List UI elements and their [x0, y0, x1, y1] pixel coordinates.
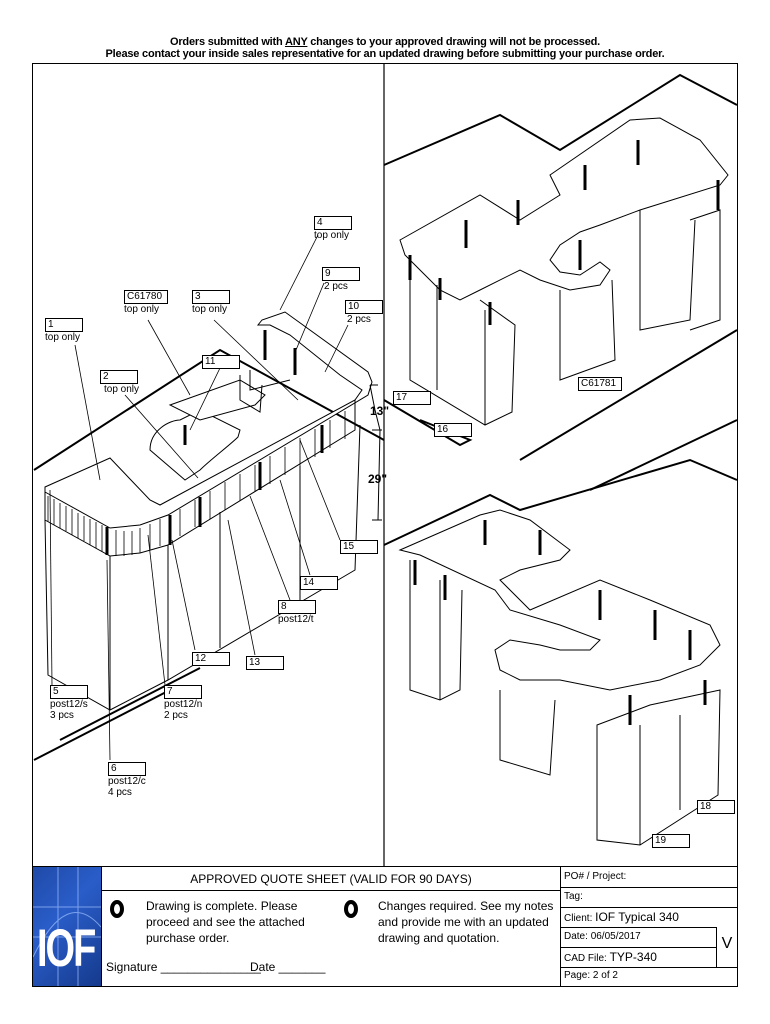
callout-5	[50, 685, 88, 721]
callout-note: post12/s 3 pcs	[50, 699, 88, 721]
callout-note: post12/t	[278, 614, 314, 625]
bottom-right-view-drawing	[384, 460, 737, 845]
callout-number: 4	[314, 216, 352, 230]
callout-number: 12	[192, 652, 230, 666]
callout-8	[278, 600, 316, 625]
callout-7	[164, 685, 202, 721]
callout-note: 2 pcs	[347, 314, 371, 325]
warning-line-1-suffix: changes to your approved drawing will not be processed.	[307, 36, 600, 48]
callout-number: 9	[322, 267, 360, 281]
callout-number: C61780	[124, 290, 168, 304]
page-field	[564, 970, 618, 981]
client-value: IOF Typical 340	[595, 910, 679, 924]
callout-number: 2	[100, 370, 138, 384]
callout-number: 5	[50, 685, 88, 699]
callout-9	[322, 267, 360, 292]
callout-number: C61781	[578, 377, 622, 391]
po-project-label: PO# / Project:	[564, 871, 627, 882]
callout-number: 1	[45, 318, 83, 332]
date-field	[564, 931, 641, 942]
date-value: 06/05/2017	[590, 931, 641, 942]
callout-4	[314, 216, 352, 241]
callout-number: 14	[300, 576, 338, 590]
callout-number: 3	[192, 290, 230, 304]
page-value: 2 of 2	[592, 970, 618, 981]
callout-11	[202, 355, 240, 369]
revision-letter: V	[721, 935, 733, 952]
warning-emphasis: ANY	[284, 36, 308, 48]
callout-note: top only	[45, 332, 81, 343]
callout-18	[697, 800, 735, 814]
callout-note: top only	[314, 230, 350, 241]
callout-number: 15	[340, 540, 378, 554]
callout-note: top only	[192, 304, 228, 315]
logo-text: IOF	[37, 919, 95, 979]
callout-note: post12/c 4 pcs	[108, 776, 146, 798]
callout-c61781	[578, 377, 622, 391]
callout-2	[100, 370, 139, 395]
callout-15	[340, 540, 378, 554]
callout-6	[108, 762, 146, 798]
dimension-lower: 29"	[368, 472, 388, 486]
option-complete-text: Drawing is complete. Please proceed and see the attached purchase order.	[146, 899, 305, 945]
callout-19	[652, 834, 690, 848]
callout-number: 8	[278, 600, 316, 614]
callout-note: post12/n 2 pcs	[164, 699, 203, 721]
callout-3	[192, 290, 230, 315]
callout-number: 11	[202, 355, 240, 369]
callout-note: top only	[124, 304, 160, 315]
option-changes-radio-icon[interactable]	[344, 900, 358, 918]
callout-number: 18	[697, 800, 735, 814]
iof-logo	[33, 867, 101, 986]
warning-line-2: Please contact your inside sales representative for an updated drawing before submitting your purchase order.	[105, 48, 665, 60]
callout-number: 10	[345, 300, 383, 314]
cad-file-field	[564, 950, 657, 964]
client-field	[564, 910, 679, 924]
option-complete-radio-icon[interactable]	[110, 900, 124, 918]
callout-13	[246, 656, 284, 670]
callout-17	[393, 391, 431, 405]
dimension-upper: 13"	[370, 404, 390, 418]
callout-number: 6	[108, 762, 146, 776]
date-label: Date:	[564, 931, 588, 942]
signature-field[interactable]: Signature _______________	[106, 960, 261, 974]
client-label: Client:	[564, 913, 593, 924]
callout-number: 16	[434, 423, 472, 437]
callout-c61780	[124, 290, 168, 315]
warning-line-1-prefix: Orders submitted with	[169, 36, 285, 48]
callout-number: 17	[393, 391, 431, 405]
cad-file-label: CAD File:	[564, 953, 607, 964]
callout-14	[300, 576, 338, 590]
callout-note: top only	[104, 384, 140, 395]
page-label: Page:	[564, 970, 591, 981]
callout-1	[45, 318, 83, 343]
callout-note: 2 pcs	[324, 281, 348, 292]
tag-label: Tag:	[564, 891, 583, 902]
callout-number: 19	[652, 834, 690, 848]
option-changes-text: Changes required. See my notes and provide me with an updated drawing and quotation.	[378, 899, 554, 945]
callout-12	[192, 652, 230, 666]
callout-number: 13	[246, 656, 284, 670]
date-signature-field[interactable]: Date _______	[250, 960, 326, 974]
callout-16	[434, 423, 472, 437]
cad-file-value: TYP-340	[609, 950, 657, 964]
callout-number: 7	[164, 685, 202, 699]
callout-10	[345, 300, 383, 325]
approved-quote-title: APPROVED QUOTE SHEET (VALID FOR 90 DAYS)	[190, 872, 472, 886]
